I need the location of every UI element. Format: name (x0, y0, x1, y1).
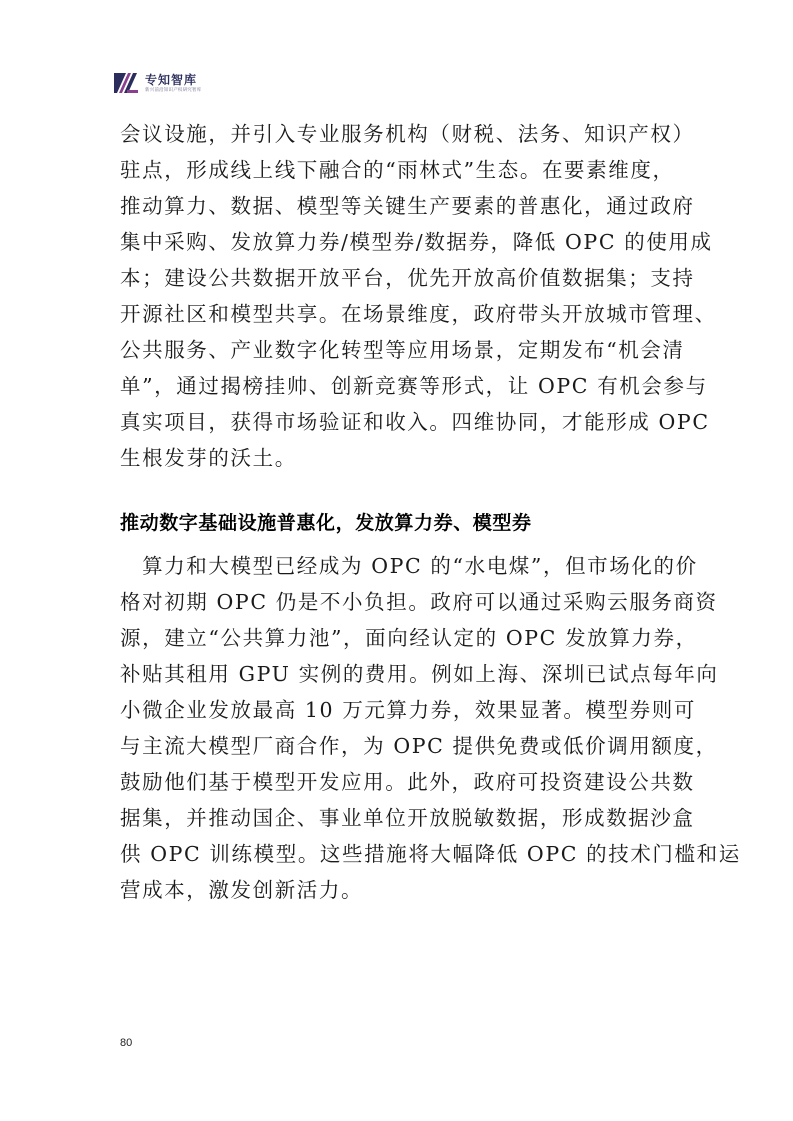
text-line: 与主流大模型厂商合作，为 OPC 提供免费或低价调用额度， (120, 734, 718, 758)
text-line: 本；建设公共数据开放平台，优先开放高价值数据集；支持 (120, 266, 695, 290)
text-line: 开源社区和模型共享。在场景维度，政府带头开放城市管理、 (120, 302, 717, 326)
page-number: 80 (120, 1037, 133, 1049)
header-logo (113, 68, 201, 98)
text-line: 鼓励他们基于模型开发应用。此外，政府可投资建设公共数 (120, 770, 695, 794)
text-line: 会议设施，并引入专业服务机构（财税、法务、知识产权） (120, 122, 695, 146)
text-line: 算力和大模型已经成为 OPC 的“水电煤”，但市场化的价 (120, 554, 698, 578)
text-line: 驻点，形成线上线下融合的“雨林式”生态。在要素维度， (120, 158, 675, 182)
logo-subtitle: 新兴前沿知识产权研究智库 (145, 87, 202, 93)
text-line: 营成本，激发创新活力。 (120, 878, 364, 902)
zk-logo-icon (113, 71, 139, 95)
text-line: 单”，通过揭榜挂帅、创新竞赛等形式，让 OPC 有机会参与 (120, 374, 708, 398)
text-line: 集中采购、发放算力券/模型券/数据券，降低 OPC 的使用成 (120, 230, 713, 254)
paragraph-1 (120, 116, 717, 476)
text-line: 生根发芽的沃土。 (120, 446, 297, 470)
logo-title: 专知智库 (145, 72, 198, 87)
text-line: 补贴其租用 GPU 实例的费用。例如上海、深圳已试点每年向 (120, 662, 719, 686)
text-line: 推动算力、数据、模型等关键生产要素的普惠化，通过政府 (120, 194, 695, 218)
text-line: 小微企业发放最高 10 万元算力券，效果显著。模型券则可 (120, 698, 696, 722)
text-line: 真实项目，获得市场验证和收入。四维协同，才能形成 OPC (120, 410, 710, 434)
paragraph-2 (120, 548, 741, 908)
section-heading: 推动数字基础设施普惠化，发放算力券、模型券 (120, 512, 532, 534)
text-line: 格对初期 OPC 仍是不小负担。政府可以通过采购云服务商资 (120, 590, 718, 614)
text-line: 源，建立“公共算力池”，面向经认定的 OPC 发放算力券， (120, 626, 698, 650)
text-line: 公共服务、产业数字化转型等应用场景，定期发布“机会清 (120, 338, 685, 362)
document-body (120, 116, 741, 908)
text-line: 供 OPC 训练模型。这些措施将大幅降低 OPC 的技术门槛和运 (120, 842, 741, 866)
logo-text (145, 73, 201, 94)
text-line: 据集，并推动国企、事业单位开放脱敏数据，形成数据沙盒 (120, 806, 695, 830)
